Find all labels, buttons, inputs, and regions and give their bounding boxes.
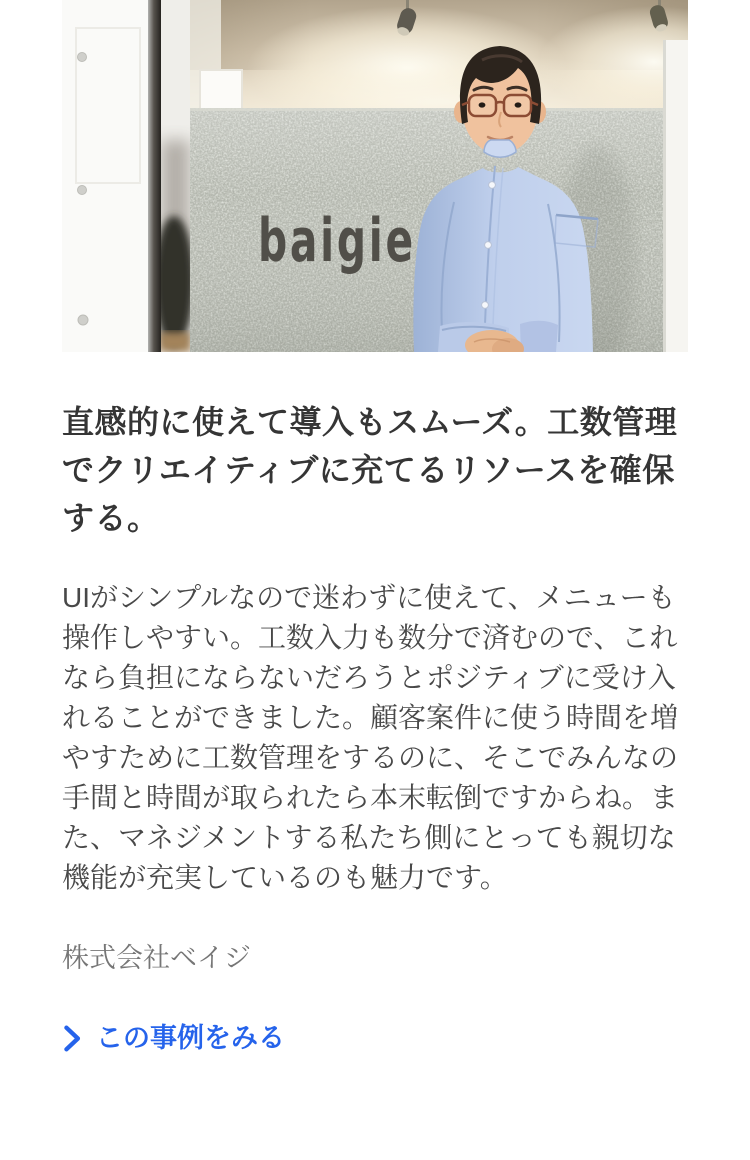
door-frame — [148, 0, 161, 352]
case-study-link-label: この事例をみる — [96, 1023, 285, 1053]
door-knob — [78, 186, 87, 195]
floor — [159, 332, 191, 352]
door-knob — [78, 53, 87, 62]
background-door — [200, 70, 242, 110]
white-column — [663, 40, 688, 352]
baigie-logo: baigie — [258, 206, 416, 277]
testimonial-quote: UIがシンプルなので迷わずに使えて、メニューも操作しやすい。工数入力も数分で済むので、これなら負担にならないだろうとポジティブに受け入れることができました。顧客案件に使う時間を増やすために工数管理をするのに、そこでみんなの手間と時間が取られたら本末転倒ですからね。また、マネジメントする私たち側にとっても親切な機能が充実しているのも魅力です。 — [62, 582, 679, 893]
door-knob — [78, 315, 88, 325]
case-study-link[interactable] — [62, 1020, 285, 1056]
office-photo-illustration — [62, 0, 688, 352]
company-name: 株式会社ベイジ — [62, 943, 251, 973]
chevron-right-icon — [62, 1025, 83, 1052]
office-photo — [62, 0, 688, 352]
white-door — [62, 0, 148, 352]
testimonial-heading: 直感的に使えて導入もスムーズ。工数管理でクリエイティブに充てるリソースを確保する。 — [62, 404, 678, 536]
shirt — [413, 167, 593, 352]
